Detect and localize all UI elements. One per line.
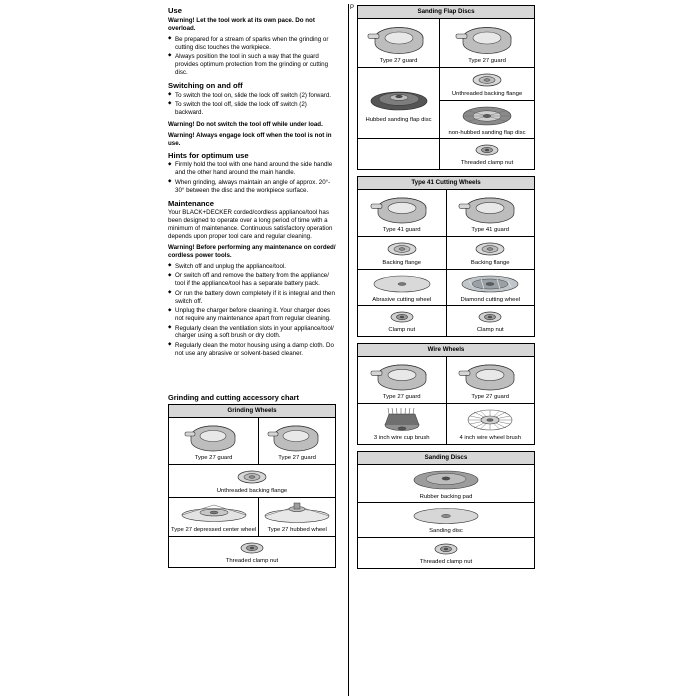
list-item: ◆ Unplug the charger before cleaning it. Your charger does not require any maintenance apart from regular cleaning. — [168, 307, 336, 323]
table-row — [358, 190, 535, 237]
table-header: Type 41 Cutting Wheels — [358, 177, 535, 190]
table-cell-depressed-center-wheel — [169, 497, 259, 536]
table-row — [358, 269, 535, 306]
table-cell-rubber-backing-pad — [358, 464, 535, 503]
table-cell-type27-guard-a — [358, 18, 440, 67]
maintenance-paragraph: Your BLACK+DECKER corded/cordless appliance/tool has been designed to operate over a long period of time with a minimum of maintenance. Continuous satisfactory operation depends upon proper tool care and regular cleaning. — [168, 209, 333, 241]
table-cell-type27-guard-b — [259, 418, 336, 465]
guard-icon — [183, 420, 245, 454]
list-item: ◆ Firmly hold the tool with one hand around the side handle and the other hand around the main handle. — [168, 161, 336, 177]
table-cell-backing-flange-b — [446, 236, 535, 269]
list-item: ◆ When grinding, always maintain an angle of approx. 20°- 30° between the disc and the workpiece surface. — [168, 179, 336, 195]
clamp-nut-icon — [385, 308, 419, 326]
cell-caption: Unthreaded backing flange — [216, 488, 288, 495]
table-cell-clamp-nut-b — [446, 306, 535, 337]
cell-caption: Type 41 guard — [382, 227, 421, 233]
table-row — [358, 403, 535, 444]
section-heading-use: Use — [168, 6, 182, 15]
guard-icon — [266, 420, 328, 454]
guard-icon — [454, 21, 520, 57]
cell-caption: Threaded clamp nut — [225, 557, 279, 564]
list-item: ◆ Regularly clean the motor housing using a damp cloth. Do not use any abrasive or solvent-based cleaner. — [168, 342, 336, 358]
hubbed-wheel-icon — [261, 500, 333, 526]
table-header: Sanding Discs — [358, 451, 535, 464]
section-heading-switching: Switching on and off — [168, 80, 243, 90]
use-bullets — [168, 36, 336, 77]
list-item: ◆ Or switch off and remove the battery from the appliance/ tool if the appliance/tool has a separate battery pack. — [168, 272, 336, 288]
list-item: ◆ To switch the tool on, slide the lock off switch (2) forward. — [168, 92, 336, 100]
cell-caption: Type 27 guard — [194, 455, 233, 462]
flange-icon — [470, 239, 510, 259]
table-cell-type41-guard-a — [358, 190, 447, 237]
table-cell-type27-guard-b — [440, 18, 535, 67]
table-row — [169, 418, 336, 465]
table-cell-type27-guard-a — [358, 357, 447, 404]
list-item: ◆ To switch the tool off, slide the lock off switch (2) backward. — [168, 101, 336, 117]
clamp-nut-icon — [235, 539, 269, 557]
table-cell-diamond-cutting-wheel — [446, 269, 535, 306]
diamond-cutting-wheel-icon — [459, 272, 521, 296]
cell-caption: Diamond cutting wheel — [460, 296, 521, 303]
table-cell-cup-brush — [358, 403, 447, 444]
table-cell-threaded-clamp-nut — [358, 538, 535, 569]
guard-icon — [457, 359, 523, 393]
flange-icon — [232, 467, 272, 487]
rubber-backing-pad-icon — [408, 467, 484, 493]
table-cell-type27-guard-a — [169, 418, 259, 465]
table-cell-threaded-clamp-nut — [169, 536, 336, 567]
list-item: ◆ Or run the battery down completely if it is integral and then switch off. — [168, 290, 336, 306]
table-cell-clamp-nut-a — [358, 306, 447, 337]
sanding-flap-discs-block — [357, 5, 535, 170]
depressed-center-wheel-icon — [178, 500, 250, 526]
switching-warning-2: Warning! Always engage lock off when the tool is not in use. — [168, 131, 332, 147]
cell-caption: Rubber backing pad — [419, 493, 473, 500]
flange-icon — [382, 239, 422, 259]
flange-icon — [467, 70, 507, 90]
table-cell-unthreaded-backing-flange — [169, 465, 336, 498]
section-heading-maintenance: Maintenance — [168, 198, 214, 208]
chart-title: Grinding and cutting accessory chart — [168, 393, 300, 402]
list-item: ◆ Switch off and unplug the appliance/tool. — [168, 263, 336, 271]
table-header: Grinding Wheels — [169, 405, 336, 418]
cell-caption: Abrasive cutting wheel — [372, 296, 432, 303]
cell-caption: non-hubbed sanding flap disc — [448, 129, 526, 136]
abrasive-cutting-wheel-icon — [371, 272, 433, 296]
table-cell-non-hubbed-flap-disc — [440, 100, 535, 139]
wire-wheel-brush-icon — [464, 406, 516, 434]
table-row — [169, 465, 336, 498]
cutting-wheels-table — [357, 176, 535, 337]
list-item: ◆ Always position the tool in such a way that the guard provides optimum protection from the grinding or cutting disc. — [168, 53, 336, 77]
table-cell-backing-flange-a — [358, 236, 447, 269]
list-item: ◆ Regularly clean the ventilation slots in your appliance/tool/ charger using a soft brush or dry cloth. — [168, 325, 336, 341]
right-chart-column — [357, 5, 535, 575]
cell-caption: Backing flange — [382, 259, 422, 266]
left-text-column — [168, 6, 336, 362]
table-row — [358, 139, 535, 170]
cell-caption: Type 41 guard — [471, 227, 510, 233]
table-cell-empty — [358, 139, 440, 170]
table-cell-threaded-clamp-nut — [440, 139, 535, 170]
table-row — [358, 503, 535, 538]
cell-caption: Hubbed sanding flap disc — [365, 117, 432, 124]
sanding-flap-disc-icon — [459, 103, 515, 129]
cell-caption: Threaded clamp nut — [460, 160, 514, 167]
wire-cup-brush-icon — [376, 406, 428, 434]
table-cell-sanding-disc — [358, 503, 535, 538]
cell-caption: Type 27 guard — [278, 455, 316, 462]
clamp-nut-icon — [470, 141, 504, 159]
grinding-accessory-chart — [168, 393, 336, 568]
table-cell-hubbed-flap-disc — [358, 67, 440, 139]
table-cell-hubbed-wheel — [259, 497, 336, 536]
maintenance-bullets — [168, 263, 336, 358]
sanding-discs-table — [357, 451, 535, 569]
table-row — [358, 18, 535, 67]
table-row — [358, 236, 535, 269]
table-cell-unthreaded-backing-flange — [440, 67, 535, 100]
cell-caption: Type 27 guard — [468, 57, 506, 64]
guard-icon — [369, 359, 435, 393]
sanding-discs-block — [357, 451, 535, 569]
wire-wheels-block — [357, 343, 535, 445]
section-heading-hints: Hints for optimum use — [168, 150, 249, 160]
hubbed-sanding-flap-disc-icon — [366, 82, 432, 116]
table-cell-type41-guard-b — [446, 190, 535, 237]
cell-caption: Type 27 hubbed wheel — [267, 526, 327, 533]
cutting-wheels-block — [357, 176, 535, 337]
sanding-flap-discs-table — [357, 5, 535, 170]
table-cell-abrasive-cutting-wheel — [358, 269, 447, 306]
switching-warning-1: Warning! Do not switch the tool off while under load. — [168, 120, 323, 128]
guard-icon — [369, 192, 435, 226]
table-header: Sanding Flap Discs — [358, 6, 535, 19]
table-header: Wire Wheels — [358, 344, 535, 357]
cell-caption: 4 inch wire wheel brush — [459, 434, 522, 441]
switching-bullets — [168, 92, 336, 117]
table-row — [358, 538, 535, 569]
cell-caption: Threaded clamp nut — [419, 559, 473, 566]
cell-caption: Type 27 guard — [382, 394, 421, 401]
cell-caption: Type 27 guard — [379, 57, 418, 64]
cell-caption: Clamp nut — [476, 327, 504, 334]
cell-caption: Unthreaded backing flange — [451, 90, 523, 97]
clamp-nut-icon — [429, 540, 463, 558]
table-row — [358, 306, 535, 337]
table-row — [358, 67, 535, 100]
cell-caption: Sanding disc — [429, 528, 463, 535]
grinding-wheels-table — [168, 404, 336, 567]
maintenance-warning: Warning! Before performing any maintenance on corded/ cordless power tools. — [168, 244, 336, 259]
cell-caption: Type 27 guard — [471, 394, 510, 401]
guard-icon — [366, 21, 432, 57]
cell-caption: Type 27 depressed center wheel — [171, 526, 257, 533]
hints-bullets — [168, 161, 336, 194]
list-item: ◆ Be prepared for a stream of sparks when the grinding or cutting disc touches the workpiece. — [168, 36, 336, 52]
wire-wheels-table — [357, 343, 535, 445]
table-row — [358, 464, 535, 503]
table-cell-wire-wheel-brush — [446, 403, 535, 444]
column-divider — [348, 4, 349, 696]
cell-caption: Backing flange — [470, 259, 510, 266]
table-row — [169, 536, 336, 567]
table-row — [169, 497, 336, 536]
guard-icon — [457, 192, 523, 226]
clamp-nut-icon — [473, 308, 507, 326]
cell-caption: 3 inch wire cup brush — [373, 434, 430, 441]
page-letter: P — [350, 5, 355, 11]
cell-caption: Clamp nut — [388, 327, 416, 334]
table-cell-type27-guard-b — [446, 357, 535, 404]
sanding-disc-icon — [408, 505, 484, 527]
use-warning: Warning! Let the tool work at its own pace. Do not overload. — [168, 16, 315, 32]
table-row — [358, 357, 535, 404]
